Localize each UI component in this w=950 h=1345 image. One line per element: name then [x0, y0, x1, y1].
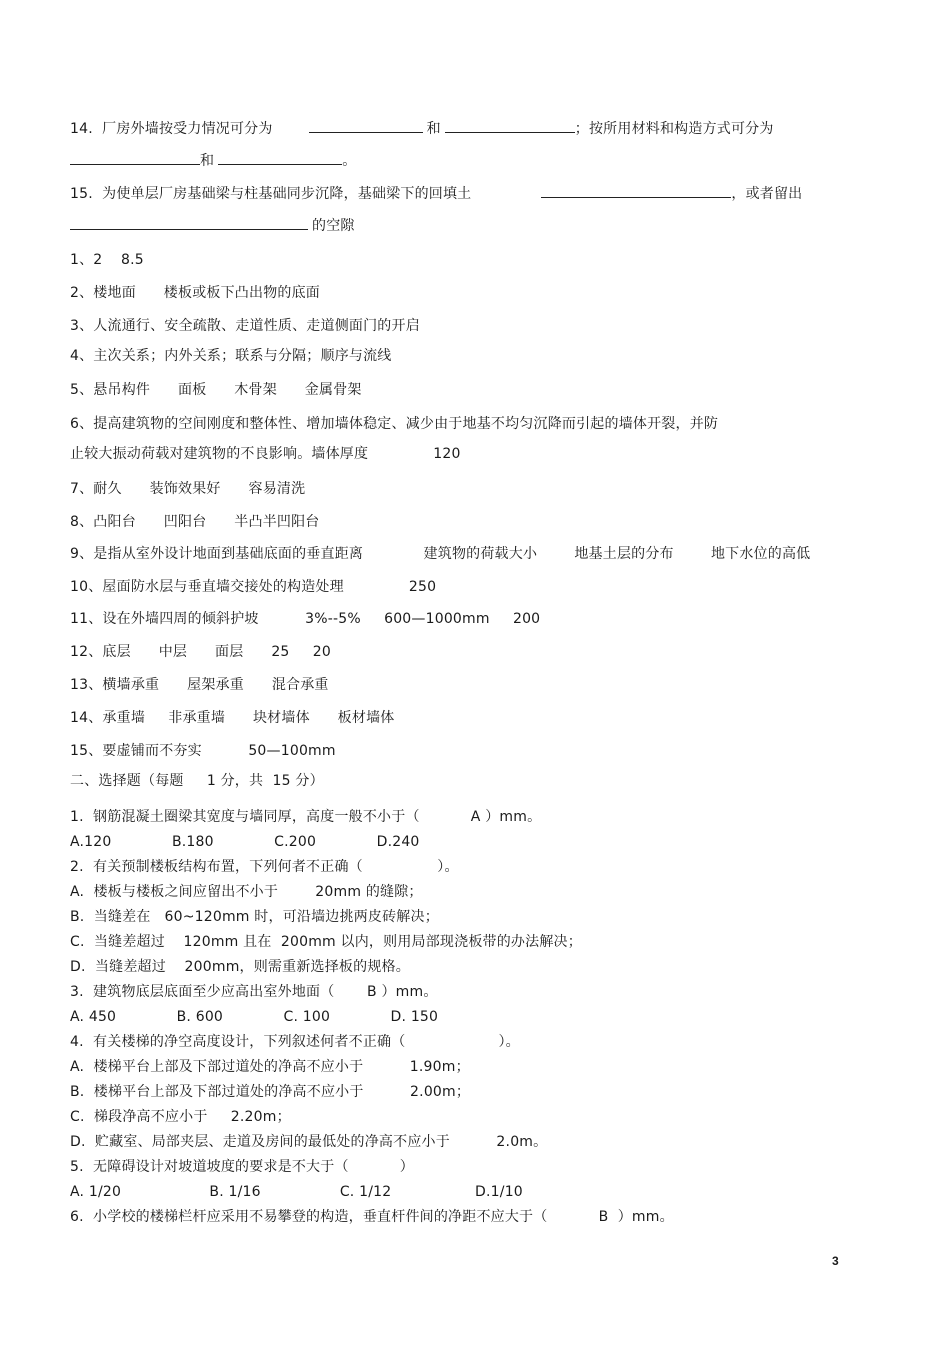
choice-line: 4. 有关楼梯的净空高度设计，下列叙述何者不正确（ ）。	[70, 1034, 520, 1050]
answer-line: 2、楼地面 楼板或板下凸出物的底面	[70, 285, 321, 301]
choice-line: A. 1/20 B. 1/16 C. 1/12 D.1/10	[70, 1184, 523, 1200]
answer-line: 3、人流通行、安全疏散、走道性质、走道侧面门的开启	[70, 318, 420, 334]
answer-line: 13、横墙承重 屋架承重 混合承重	[70, 677, 329, 693]
blank-line	[70, 151, 200, 165]
question-14-text: 14. 厂房外墙按受力情况可分为	[70, 121, 273, 137]
choice-line: A. 楼梯平台上部及下部过道处的净高不应小于 1.90m；	[70, 1059, 470, 1075]
answer-line: 14、承重墙 非承重墙 块材墙体 板材墙体	[70, 710, 395, 726]
answer-line: 11、设在外墙四周的倾斜护坡 3%--5% 600—1000mm 200	[70, 611, 541, 627]
section-title: 二、选择题（每题 1 分，共 15 分）	[70, 773, 324, 789]
blank-line	[70, 216, 308, 230]
question-14-text-2: ；按所用材料和构造方式可分为	[574, 121, 774, 137]
answer-line: 12、底层 中层 面层 25 20	[70, 644, 331, 660]
choice-line: C. 当缝差超过 120mm 且在 200mm 以内，则用局部现浇板带的办法解决；	[70, 934, 582, 950]
answer-line: 止较大振动荷载对建筑物的不良影响。墙体厚度 120	[70, 446, 461, 462]
choice-line: A. 450 B. 600 C. 100 D. 150	[70, 1009, 439, 1025]
question-14-end: 。	[342, 153, 357, 169]
question-15-text: 15. 为使单层厂房基础梁与柱基础同步沉降，基础梁下的回填土	[70, 186, 472, 202]
answer-line: 15、要虚铺而不夯实 50—100mm	[70, 743, 336, 759]
question-15-end: 的空隙	[312, 218, 355, 234]
choice-line: 2. 有关预制楼板结构布置，下列何者不正确（ ）。	[70, 859, 459, 875]
choice-line: B. 楼梯平台上部及下部过道处的净高不应小于 2.00m；	[70, 1084, 471, 1100]
blank-line	[541, 184, 731, 198]
answer-line: 6、提高建筑物的空间刚度和整体性、增加墙体稳定、减少由于地基不均匀沉降而引起的墙体开裂，并防	[70, 416, 719, 432]
choice-line: A.120 B.180 C.200 D.240	[70, 834, 420, 850]
choice-line: B. 当缝差在 60~120mm 时，可沿墙边挑两皮砖解决；	[70, 909, 439, 925]
question-15-line-1	[70, 184, 802, 203]
question-14-line-2	[70, 151, 356, 170]
answer-line: 4、主次关系；内外关系；联系与分隔；顺序与流线	[70, 348, 392, 364]
question-14-and: 和	[426, 121, 441, 137]
choice-line: D. 当缝差超过 200mm，则需重新选择板的规格。	[70, 959, 410, 975]
answer-line: 1、2 8.5	[70, 252, 144, 268]
answer-line: 10、屋面防水层与垂直墙交接处的构造处理 250	[70, 579, 437, 595]
choice-line: D. 贮藏室、局部夹层、走道及房间的最低处的净高不应小于 2.0m。	[70, 1134, 548, 1150]
answer-line: 9、是指从室外设计地面到基础底面的垂直距离 建筑物的荷载大小 地基土层的分布 地下水位的高低	[70, 546, 811, 562]
choice-line: 6. 小学校的楼梯栏杆应采用不易攀登的构造，垂直杆件间的净距不应大于（ B ）mm。	[70, 1209, 674, 1225]
choice-line: 5. 无障碍设计对坡道坡度的要求是不大于（ ）	[70, 1159, 415, 1175]
question-15-text-2: ，或者留出	[731, 186, 803, 202]
answer-line: 7、耐久 装饰效果好 容易清洗	[70, 481, 306, 497]
answer-line: 5、悬吊构件 面板 木骨架 金属骨架	[70, 382, 362, 398]
page-number: 3	[832, 1254, 839, 1268]
question-14-line-1	[70, 119, 774, 138]
question-14-and-2: 和	[200, 153, 215, 169]
choice-line: 1. 钢筋混凝土圈梁其宽度与墙同厚，高度一般不小于（ A ）mm。	[70, 809, 542, 825]
blank-line	[445, 119, 575, 133]
answer-line: 8、凸阳台 凹阳台 半凸半凹阳台	[70, 514, 320, 530]
choice-line: C. 梯段净高不应小于 2.20m；	[70, 1109, 291, 1125]
blank-line	[218, 151, 342, 165]
choice-line: A. 楼板与楼板之间应留出不小于 20mm 的缝隙；	[70, 884, 423, 900]
blank-line	[309, 119, 423, 133]
question-15-line-2	[70, 216, 355, 235]
choice-line: 3. 建筑物底层底面至少应高出室外地面（ B ）mm。	[70, 984, 438, 1000]
